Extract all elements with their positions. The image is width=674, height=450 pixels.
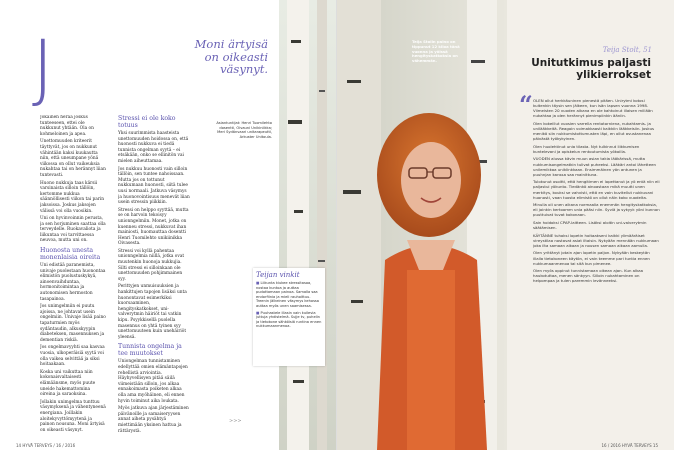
right-page [337,0,674,450]
body-paragraph: Uni edistää paranemista, univaje puolestaan huonontaa elimistön puolustuskykyä, ainoenvaihduntaa, hormonitoimintaa ja autonomisen hermoston tasapainoa. [40,263,106,302]
body-paragraph: Stressi on helppo syyttää, mutta se on harvoin tekoisyy unionngelmiin. Monet, jotka on kuenneu stressi, nukkuvat ihan mainiosti, huomauttaa dosentti Henri Tuomilehto unikiinikka Oivasesta. [118,207,189,247]
woman-portrait-image [337,0,507,450]
body-paragraph: Unettomuuden kriteerit täyttyvät, jos on nukkunut vähintään kaksi kuukautta niin, että uneumpane yönä viikossa on ollut vaikeuksia nukahtaa tai on herännyt liian tuntevasti. [40,139,106,178]
subheading-stressi: Stressi ei ole koko totuus [118,115,176,129]
column-2-body-1 [118,131,190,340]
interview-paragraph: Olen huolehtinut unia tilasta. Nyt tulkinnut liikkumisen kuntelevani ja opiskelun rentoutumista yökoilla. [533,143,640,154]
interview-paragraph: Minulla oli unen aikana normaalia enemmän hengityskatkoksia, eli joinkin kertoomm unia pääsi niin. Syviä ja sykyyk yöni kunnon puuttuivat tuvat kokonaan. [533,202,660,218]
byline: Teija Stolt, 51 [602,46,652,54]
continue-marker: >>> [229,418,242,424]
subheading-tunnista: Tunnista ongelma ja tee muutokset [118,343,182,358]
quote-icon: “ [519,90,533,119]
page-footer-right: 16 / 2016 HYVÄ TERVEYS 15 [601,443,658,448]
portrait-photo [337,0,507,450]
column-2-body-2 [118,359,190,434]
article-column-1 [40,115,106,435]
interview-paragraph: Olen myös oppinut tunnistamaan oikean ajan. Kun alkaa haukotuttaa, menen sänkyyn. Silloin nukahtaminen on helpompaa ja tulen paremmin levänneeksi. [533,268,644,284]
tips-box [253,268,325,366]
tip-item: ■ Puuhastele illasin vain kuilevia juttuja yhdistelmä. Sujje tv, puhelin ja tietokone sähköisiä runtina ennen nukkumaanmenoa. [256,311,322,329]
interview-paragraph: KÄYTÄNNE tuhoksi lopetin hoitaakseni kaikki ylimääräiset vireystilaa nostavat asiat iltaisin. Nykyään mennään nukkumaan joka ilta samaan aikaan ja nousen samaan aikaan aamulla. [533,232,659,248]
body-paragraph: Jos nukkuu huonosti vain silloin tällöin, sen tuntee nahoissaan. Mutta jos on tottunut nukkumaan huonosti, siitä tulee uusi normaali. Jatkuva väsymys ja huonovointisuus menevät liian usein stressin piikkiin. [118,166,190,206]
column-1-intro [40,115,106,244]
body-paragraph: Jos unimgelmiin ei puutu ajoissa, ne johtavat usein ongelmiin. Univaje lisää paino tapaturmien myös sydäntaudin, alkuskyypin diabeteksen, masennuksen ja dementian riskiä. [40,304,106,343]
pull-quote: Moni ärtyisä on oikeasti väsynyt. [194,37,268,76]
interview-paragraph: Sain hoidoksi CPAP-laitteen. Lisäksi aloitin uni-valverytmin säätämisen. [533,219,647,231]
body-paragraph: Myös jatkuva ajan järjestäminen päivänoille ja samaiseryysen annat aiheta pysähtyä miettimään yksinen hattua ja rättärystä. [118,406,189,434]
interview-paragraph: Olen kokeillut vuosien varrella rentotorniena, nukahtamis- ja unilääkkeitä. Reagoin voimakkaasti kaikkiin lääkkeisiin. Joskus menikö siin nukkumistottumusten läpi, en ollut avustanenaa päivästä työkykyinen. [533,120,655,142]
interview-paragraph: OLEN ollut herkkäuninen pienestä pitäen. Unirytmi kotosi kuitenkin täysin sen jälkeen, kun isän lapsen vuonna 1998. Viimeisten 20 vuoden aikana en ole kahtoinut illaisen millään nukahtaa ja olen herännyt pienimpiinkin ääniin. [533,98,653,119]
column-1-body [40,263,106,433]
tips-title: Teijan vinkit [256,271,300,279]
interview-paragraph: VUODEN alussa kävin muun asian takia lääkärissä, mutta nukkumisongelmatkin tulivat puheeksi. Lääkäri antoi lähetteen unilemikkaa uniklinkkaan. Ensimmäinen yön antunen ja puuhnjan kanssa saa mainittuna. [533,156,656,177]
body-paragraph: Jokainen herää joskus tunteeseen, ettei ole nukkunut yhtään. Ola on kohmeloinen ja apea. [40,115,94,137]
interview-text [533,98,661,438]
body-paragraph: Huono nukkuja taas kärsii varsinaista silloin tällöin, kertomme nukkua säännöllisesti viikon tai parin jaksoissa. Joskus jaksojen välissä voi olla vuosikin. [40,180,105,214]
body-paragraph: Perittyjen unmuisuuksien ja hankittujen tapojen lisäksi unta huonontavat esimerkiksi kuorsaaminen, hengityskatkokset, uni-valverytmin häiriöt tai vatkin kipu. Psyykkisellä puolella masennus on yhtä tyinen syy unettomuuteen kuin unehäiriöt yleensä. [118,284,187,340]
tips-list [256,281,322,329]
body-paragraph: Uniongelman tunnistaminen edellyttää omien elämäntapojen rehellistä arviointia. Häyhyvellisyen pitää säilä viimeistään silloin, jos alkaa ennakoimasta poiketen alkaa olla ama myöhäinen, eli ennen hyvin toiminut aika loukata. [118,359,188,404]
photo-caption: Teija Stolin paino on tippunut 12 kiloa tänä vuonna ja yöissä hengityskatkoksia on vähemmän. [412,39,460,64]
body-paragraph: Jollakin unimgelma tunttuu väsymyksenä ja vähentyneenä energiana. Joillakin aloitekyvyttömyytenä ja painon nousuna. Moni ärtyisä on oikeasti väsynyt. [40,399,106,433]
interview-paragraph: Tulokunut osoitti, että hengitimen ei lopettanut ja yö entä niin eli paljastui yökunto. Tiedänkö ainoastaan mikä muutti unen merkitys, kouksi se vahvisti, että en vain kuvitellut nukkuvani huonosti, vaan tuosta elimistö on ollut näin koko vuodelta. [533,179,660,200]
birch-trunk-image [279,0,337,450]
article-column-2 [118,112,190,437]
page-footer-left: 14 HYVÄ TERVEYS / 16 / 2016 [16,443,76,448]
subheading-oireita: Huonosta unesta monenlaisia oireita [40,247,101,262]
body-paragraph: Stressi voi kyllä pahentaa unionngelmia niillä, jotka ovat muutenkin huonoja nukkujia. Silti stressi ei silloinkaan ole unettomuuden pohjimmainen syy. [118,248,185,282]
body-paragraph: Jos ongelmavyyhti saa kasvaa vuosia, ulkoperäisiä syytä voi olla vaikea selvittää ja siksi hoitaakaan. [40,345,105,368]
body-paragraph: Yksi suurimmista haasteista unettomuuden hoidossa on, että huonosti nukkuva ei tiedä tunnista ongelman syytä – ei etsäkään, onko se ellinitön vai mielen aiheuttamaa. [118,131,189,164]
body-paragraph: Uni on hyvinvoinnin perusta, ja sen horjuminen saattaa olla terveydelle. Ruokavaliota ja liikuntaa voi tarvittaessa neuvoa, mutta uni on. [40,216,106,244]
expert-note: Asiantuntijat: Henri Tuomilehto dosentti, Oivauni Unikiniikka; Meri Sydänvaari unitarapeutti, Arkuster Unitoula. [216,121,272,139]
birch-photo-left [279,0,337,450]
body-paragraph: Koska uni vaikuttaa niin kokonaisvaltaisesti elämäänsme, myös puute uneide hakemattomina oireina ja saraoksina. [40,369,96,398]
interview-paragraph: Olen yrittänyt jotain ajan lopetin paljon. Nykyään keskeytän illalla tietokoneen käytön, ei vain teemme pari tuntia ennen nukkumaanmenoa tai sitä kun pimenee. [533,250,650,266]
drop-cap: J [32,25,54,111]
tip-item: ■ Liikunta kiukee stressitasoa, nostaa kuntoa ja auttaa pudottamaan painoa. Samalla saa endorfiinia ja mieli rauhoittuu. Treenin jälkeinen väsymys kehossa auttaa myös unen saamisessa. [256,281,322,309]
article-title: Unitutkimus paljasti ylikierrokset [531,57,651,81]
